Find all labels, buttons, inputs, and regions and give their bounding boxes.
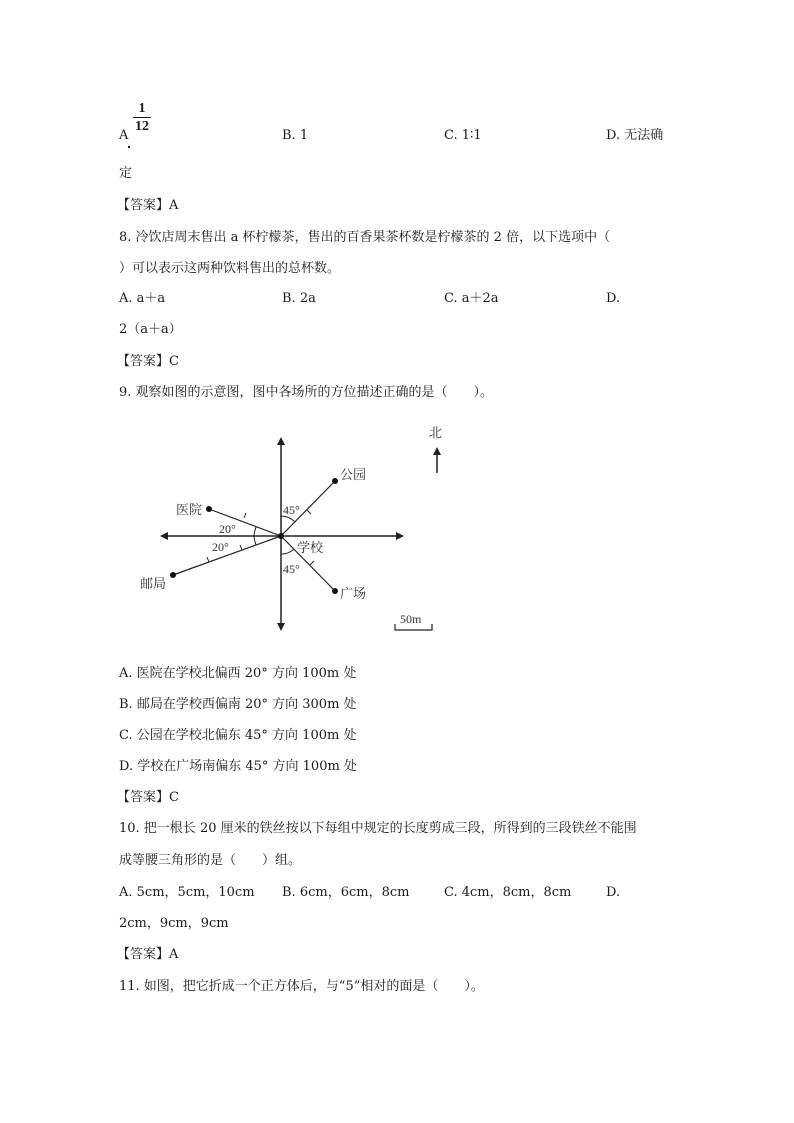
tick-mark bbox=[244, 513, 246, 518]
north-label: 北 bbox=[429, 425, 443, 440]
q7-option-a-fraction bbox=[133, 101, 151, 134]
point-center bbox=[278, 533, 284, 539]
angle-label-hospital: 20° bbox=[219, 522, 236, 536]
angle-label-park: 45° bbox=[283, 503, 300, 517]
q9-option-a: A. 医院在学校北偏西 20° 方向 100m 处 bbox=[119, 666, 357, 681]
tick-mark bbox=[240, 545, 242, 550]
q9-option-c: C. 公园在学校北偏东 45° 方向 100m 处 bbox=[119, 728, 357, 743]
q9-answer: 【答案】C bbox=[117, 790, 179, 805]
tick-mark bbox=[310, 561, 314, 565]
label-center: 学校 bbox=[297, 540, 324, 555]
q7-option-d-wrap: 定 bbox=[119, 166, 133, 181]
q10-option-d-wrap: 2cm，9cm，9cm bbox=[119, 916, 229, 931]
fraction-numerator: 1 bbox=[138, 101, 146, 116]
q9-option-b: B. 邮局在学校西偏南 20° 方向 300m 处 bbox=[119, 697, 357, 712]
fraction-denominator: 12 bbox=[135, 119, 149, 134]
q10-option-a: A. 5cm，5cm，10cm bbox=[119, 885, 255, 900]
q10-option-b: B. 6cm，6cm，8cm bbox=[282, 885, 410, 900]
period-mark bbox=[128, 146, 130, 148]
scale-label: 50m bbox=[400, 612, 422, 626]
q8-option-d-wrap: 2（a＋a） bbox=[119, 322, 182, 337]
q7-answer: 【答案】A bbox=[117, 198, 179, 213]
q7-option-a-label: A bbox=[119, 128, 129, 143]
q7-option-b: B. 1 bbox=[282, 128, 309, 143]
q8-option-a: A. a＋a bbox=[119, 291, 166, 306]
q7-option-c: C. 1∶1 bbox=[444, 128, 482, 143]
tick-mark bbox=[307, 510, 311, 514]
q7-option-d: D. 无法确 bbox=[606, 128, 664, 143]
tick-mark bbox=[207, 557, 209, 562]
fraction-bar bbox=[133, 117, 151, 118]
q8-stem-line1: 8. 冷饮店周末售出 a 杯柠檬茶，售出的百香果茶杯数是柠檬茶的 2 倍，以下选项中（ bbox=[119, 230, 611, 245]
angle-label-square: 45° bbox=[283, 562, 300, 576]
label-hospital: 医院 bbox=[176, 502, 203, 517]
q10-stem-line1: 10. 把一根长 20 厘米的铁丝按以下每组中规定的长度剪成三段，所得到的三段铁丝不能围 bbox=[119, 821, 637, 836]
q8-stem-line2: ）可以表示这两种饮料售出的总杯数。 bbox=[119, 261, 341, 276]
angle-label-post-office: 20° bbox=[212, 540, 229, 554]
q10-option-d: D. bbox=[606, 885, 621, 900]
label-square: 广场 bbox=[340, 586, 367, 601]
q8-option-b: B. 2a bbox=[282, 291, 316, 306]
q8-answer: 【答案】C bbox=[117, 354, 179, 369]
q9-stem: 9. 观察如图的示意图，图中各场所的方位描述正确的是（ ）。 bbox=[119, 385, 494, 400]
q10-answer: 【答案】A bbox=[117, 947, 179, 962]
point-post-office bbox=[170, 572, 176, 578]
direction-diagram bbox=[140, 415, 460, 645]
point-square bbox=[332, 588, 338, 594]
q10-option-c: C. 4cm，8cm，8cm bbox=[444, 885, 572, 900]
angle-arc-post-office bbox=[254, 536, 256, 545]
angle-arc-square bbox=[281, 549, 294, 554]
label-park: 公园 bbox=[340, 467, 367, 482]
q10-stem-line2: 成等腰三角形的是（ ）组。 bbox=[119, 853, 302, 868]
point-hospital bbox=[206, 506, 212, 512]
q8-option-d: D. bbox=[606, 291, 621, 306]
q8-option-c: C. a＋2a bbox=[444, 291, 499, 306]
q9-option-d: D. 学校在广场南偏东 45° 方向 100m 处 bbox=[119, 759, 357, 774]
point-park bbox=[332, 478, 338, 484]
angle-arc-hospital bbox=[254, 527, 256, 536]
q11-stem: 11. 如图，把它折成一个正方体后，与“5”相对的面是（ ）。 bbox=[119, 979, 484, 994]
label-post-office: 邮局 bbox=[140, 576, 167, 591]
